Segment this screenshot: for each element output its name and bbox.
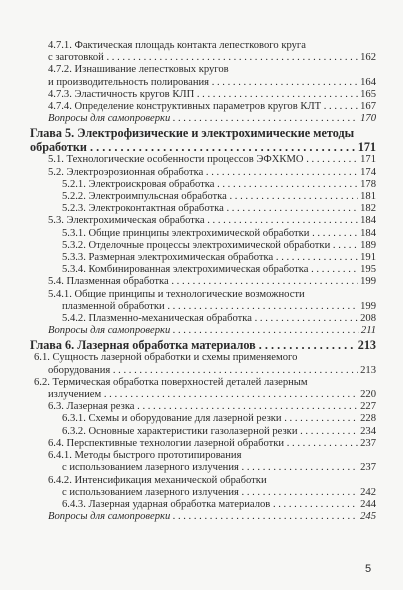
toc-entry-title: и производительность полирования <box>48 76 210 88</box>
toc-leader-line <box>48 462 376 474</box>
toc-entry-title: 5.2.2. Электроимпульсная обработка <box>62 191 227 203</box>
toc-entry <box>28 89 376 101</box>
toc-page-number: 220 <box>360 389 376 401</box>
toc-entry-title-line: 6.1. Сущность лазерной обработки и схемы применяемого <box>34 352 298 364</box>
toc-entry <box>28 101 376 113</box>
toc-entry-title: 6.3.1. Схемы и оборудование для лазерной резки <box>62 413 282 425</box>
toc-leader-line <box>48 228 376 240</box>
toc-entry <box>28 264 376 276</box>
toc-leader-line <box>34 113 376 125</box>
toc-entry-title: 5.2.3. Электроконтактная обработка <box>62 203 224 215</box>
toc-entry <box>28 40 376 64</box>
toc-entry <box>28 228 376 240</box>
toc-page-number: 208 <box>360 313 376 325</box>
toc-page-number: 165 <box>360 88 376 100</box>
toc-entry <box>28 179 376 191</box>
toc-leader-line <box>48 89 376 101</box>
toc-entry-title: излучением <box>48 389 102 401</box>
toc-page-number: 213 <box>357 338 376 353</box>
toc-leader-line <box>48 413 376 425</box>
toc-leader-line <box>34 365 376 377</box>
toc-leader-line <box>48 240 376 252</box>
toc-leader-line <box>48 101 376 113</box>
toc-entry-title: Глава 6. Лазерная обработка материалов <box>30 338 256 353</box>
toc-page-number: 170 <box>360 113 376 125</box>
toc-page-number: 178 <box>360 178 376 190</box>
toc-page-number: 211 <box>360 325 376 337</box>
toc-entry <box>28 203 376 215</box>
toc-entry <box>28 450 376 474</box>
toc-page-number: 237 <box>360 437 376 449</box>
toc-entry <box>28 215 376 227</box>
toc-entry-title: 5.1. Технологические особенности процессов ЭФХКМО <box>48 154 304 166</box>
toc-page-number: 191 <box>360 252 376 264</box>
toc-page-number: 237 <box>360 462 376 474</box>
toc-page-number: 167 <box>360 101 376 113</box>
toc-questions <box>28 325 376 337</box>
toc-page-number: 171 <box>360 154 376 166</box>
toc-leader-line <box>34 276 376 288</box>
toc-entry <box>28 64 376 88</box>
toc-page-number: 234 <box>360 425 376 437</box>
toc-leader-line <box>48 313 376 325</box>
toc-entry-title: 5.3. Электрохимическая обработка <box>48 215 205 227</box>
toc-leader-line <box>30 140 376 154</box>
toc-entry-title: 6.4.3. Лазерная ударная обработка материалов <box>62 498 271 510</box>
toc-entry-title: 5.3.1. Общие принципы электрохимической обработки <box>62 227 310 239</box>
toc-entry <box>28 413 376 425</box>
toc-entry <box>28 313 376 325</box>
toc-page-number: 245 <box>360 511 376 523</box>
toc-page-number: 184 <box>360 227 376 239</box>
toc-entry-title: с использованием лазерного излучения <box>62 486 239 498</box>
toc-leader-line <box>34 325 376 337</box>
toc-leader-line <box>48 52 376 64</box>
toc-entry-title: 4.7.4. Определение конструктивных параметров кругов КЛТ <box>48 101 322 113</box>
toc-page-number: 213 <box>360 364 376 376</box>
toc-leader-line <box>34 401 376 413</box>
table-of-contents <box>28 40 376 523</box>
toc-page-number: 199 <box>360 276 376 288</box>
toc-leader-line <box>48 203 376 215</box>
toc-page-number: 195 <box>360 264 376 276</box>
toc-leader-line <box>48 264 376 276</box>
toc-entry-title: 5.4. Плазменная обработка <box>48 276 169 288</box>
toc-entry-title: Вопросы для самопроверки <box>48 325 171 337</box>
toc-page-number: 171 <box>357 140 376 155</box>
toc-entry <box>28 167 376 179</box>
toc-leader-line <box>48 487 376 499</box>
toc-entry-title: 6.3. Лазерная резка <box>48 401 135 413</box>
toc-page-number: 242 <box>360 486 376 498</box>
toc-entry-title: обработки <box>30 140 87 155</box>
toc-entry-title: 4.7.3. Эластичность кругов КЛП <box>48 88 195 100</box>
toc-entry <box>28 352 376 376</box>
toc-leader-line <box>34 154 376 166</box>
toc-leader-line <box>30 338 376 352</box>
toc-leader-line <box>48 301 376 313</box>
toc-entry-title: Вопросы для самопроверки <box>48 113 171 125</box>
toc-entry-title-line: 5.4.1. Общие принципы и технологические возможности <box>48 288 305 300</box>
toc-page-number: 162 <box>360 52 376 64</box>
toc-chapter <box>28 338 376 352</box>
toc-leader-line <box>48 191 376 203</box>
toc-entry-title: 5.2. Электроэрозионная обработка <box>48 166 204 178</box>
toc-entry <box>28 426 376 438</box>
toc-page-number: 227 <box>360 401 376 413</box>
toc-entry-title-line: 6.2. Термическая обработка поверхностей деталей лазерным <box>34 376 308 388</box>
toc-entry <box>28 499 376 511</box>
toc-entry <box>28 475 376 499</box>
toc-leader-line <box>48 179 376 191</box>
toc-leader-line <box>34 389 376 401</box>
toc-entry-title: плазменной обработки <box>62 300 165 312</box>
toc-entry-title: с использованием лазерного излучения <box>62 462 239 474</box>
toc-entry <box>28 377 376 401</box>
toc-entry <box>28 154 376 166</box>
toc-page-number: 164 <box>360 76 376 88</box>
toc-entry-title-line: 6.4.1. Методы быстрого прототипирования <box>48 450 242 462</box>
toc-questions <box>28 113 376 125</box>
toc-entry-title-line: 4.7.1. Фактическая площадь контакта лепесткового круга <box>48 40 306 51</box>
toc-entry-title: 5.3.2. Отделочные процессы электрохимической обработки <box>62 239 331 251</box>
toc-leader-line <box>48 499 376 511</box>
toc-page-number: 199 <box>360 300 376 312</box>
toc-entry-title: 5.3.3. Размерная электрохимическая обработка <box>62 252 274 264</box>
toc-entry <box>28 191 376 203</box>
page-number: 5 <box>365 563 372 575</box>
toc-entry <box>28 289 376 313</box>
toc-entry <box>28 438 376 450</box>
toc-page-number: 174 <box>360 166 376 178</box>
toc-leader-line <box>34 215 376 227</box>
toc-questions <box>28 511 376 523</box>
toc-entry <box>28 240 376 252</box>
toc-page-number: 228 <box>360 413 376 425</box>
toc-entry <box>28 276 376 288</box>
toc-chapter <box>28 126 376 154</box>
toc-entry-title: 6.4. Перспективные технологии лазерной обработки <box>48 437 285 449</box>
toc-entry-title: 6.3.2. Основные характеристики газолазерной резки <box>62 425 298 437</box>
toc-leader-line <box>34 438 376 450</box>
toc-page-number: 181 <box>360 191 376 203</box>
toc-leader-line <box>48 77 376 89</box>
toc-page-number: 244 <box>360 498 376 510</box>
toc-leader-line <box>34 511 376 523</box>
toc-entry-title: оборудования <box>48 364 111 376</box>
toc-entry <box>28 401 376 413</box>
toc-entry-title-line: 4.7.2. Изнашивание лепестковых кругов <box>48 64 229 76</box>
toc-leader-line <box>48 252 376 264</box>
toc-entry-title: с заготовкой <box>48 52 104 64</box>
toc-page-number: 189 <box>360 239 376 251</box>
toc-entry-title-line: 6.4.2. Интенсификация механической обработки <box>48 474 267 486</box>
toc-entry <box>28 252 376 264</box>
toc-entry-title-line: Глава 5. Электрофизические и электрохимические методы <box>30 126 355 141</box>
toc-entry-title: 5.3.4. Комбинированная электрохимическая обработка <box>62 264 309 276</box>
toc-leader-line <box>48 426 376 438</box>
toc-page-number: 182 <box>360 203 376 215</box>
toc-entry-title: 5.4.2. Плазменно-механическая обработка <box>62 313 252 325</box>
toc-entry-title: Вопросы для самопроверки <box>48 511 171 523</box>
toc-leader-line <box>34 167 376 179</box>
toc-page-number: 184 <box>360 215 376 227</box>
toc-entry-title: 5.2.1. Электроискровая обработка <box>62 178 215 190</box>
